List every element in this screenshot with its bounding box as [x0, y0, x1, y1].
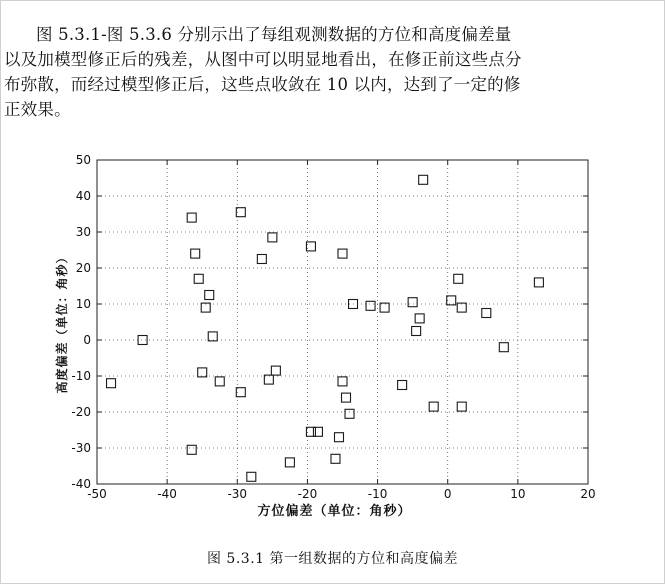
x-tick-label: -30 [227, 487, 248, 501]
chart-grid [97, 160, 588, 484]
scatter-point [499, 343, 508, 352]
scatter-point [313, 427, 322, 436]
scatter-point [454, 274, 463, 283]
scatter-point [398, 381, 407, 390]
plot-area-frame [97, 160, 588, 484]
scatter-point [257, 255, 266, 264]
x-tick-label: -50 [87, 487, 107, 501]
scatter-point [380, 303, 389, 312]
scatter-point [264, 375, 273, 384]
scatter-point [429, 402, 438, 411]
y-tick-label: -10 [71, 369, 91, 383]
y-tick-label: 20 [75, 261, 91, 275]
scatter-point [419, 175, 428, 184]
paragraph-line: 正效果。 [4, 100, 71, 119]
chart-ticks [71, 153, 595, 501]
scatter-point [247, 472, 256, 481]
y-tick-label: -30 [71, 441, 91, 455]
x-tick-label: 10 [510, 487, 526, 501]
scatter-point [338, 377, 347, 386]
x-tick-label: -40 [157, 487, 177, 501]
scatter-point [331, 454, 340, 463]
scatter-point [198, 368, 207, 377]
scatter-point [482, 309, 491, 318]
scatter-point [205, 291, 214, 300]
scatter-point [412, 327, 421, 336]
scatter-point [215, 377, 224, 386]
y-tick-label: 30 [75, 225, 91, 239]
scatter-point [457, 402, 466, 411]
scatter-point [194, 274, 203, 283]
y-tick-label: 40 [75, 189, 91, 203]
scatter-point [338, 249, 347, 258]
chart-points [107, 175, 544, 481]
scatter-point [208, 332, 217, 341]
paragraph-line: 图 5.3.1-图 5.3.6 分别示出了每组观测数据的方位和高度偏差量 [36, 25, 512, 44]
scatter-point [187, 445, 196, 454]
paragraph-line: 以及加模型修正后的残差，从图中可以明显地看出，在修正前这些点分 [4, 50, 522, 69]
x-tick-label: -20 [297, 487, 318, 501]
scatter-point [366, 301, 375, 310]
scatter-point [415, 314, 424, 323]
scatter-point [345, 409, 354, 418]
x-tick-label: 0 [443, 487, 452, 501]
y-axis-label: 高度偏差（单位：角秒） [55, 250, 69, 394]
figure-caption: 图 5.3.1 第一组数据的方位和高度偏差 [206, 551, 459, 567]
x-tick-label: 20 [580, 487, 596, 501]
scatter-point [285, 458, 294, 467]
scatter-point [107, 379, 116, 388]
y-tick-label: 0 [83, 333, 91, 347]
scatter-point [268, 233, 277, 242]
y-tick-label: 10 [75, 297, 91, 311]
scatter-point [334, 433, 343, 442]
x-tick-label: -10 [367, 487, 388, 501]
scatter-point [457, 303, 466, 312]
y-tick-label: -20 [71, 405, 91, 419]
scatter-point [534, 278, 543, 287]
scatter-point [342, 393, 351, 402]
scatter-point [408, 298, 417, 307]
y-tick-label: -40 [71, 477, 91, 491]
paragraph-line: 布弥散，而经过模型修正后，这些点收敛在 10 以内，达到了一定的修 [4, 75, 521, 94]
scatter-point [271, 366, 280, 375]
scatter-point [201, 303, 210, 312]
scatter-point [191, 249, 200, 258]
scatter-point [306, 242, 315, 251]
y-tick-label: 50 [75, 153, 91, 167]
x-axis-label: 方位偏差（单位：角秒） [257, 504, 412, 519]
scatter-point [187, 213, 196, 222]
